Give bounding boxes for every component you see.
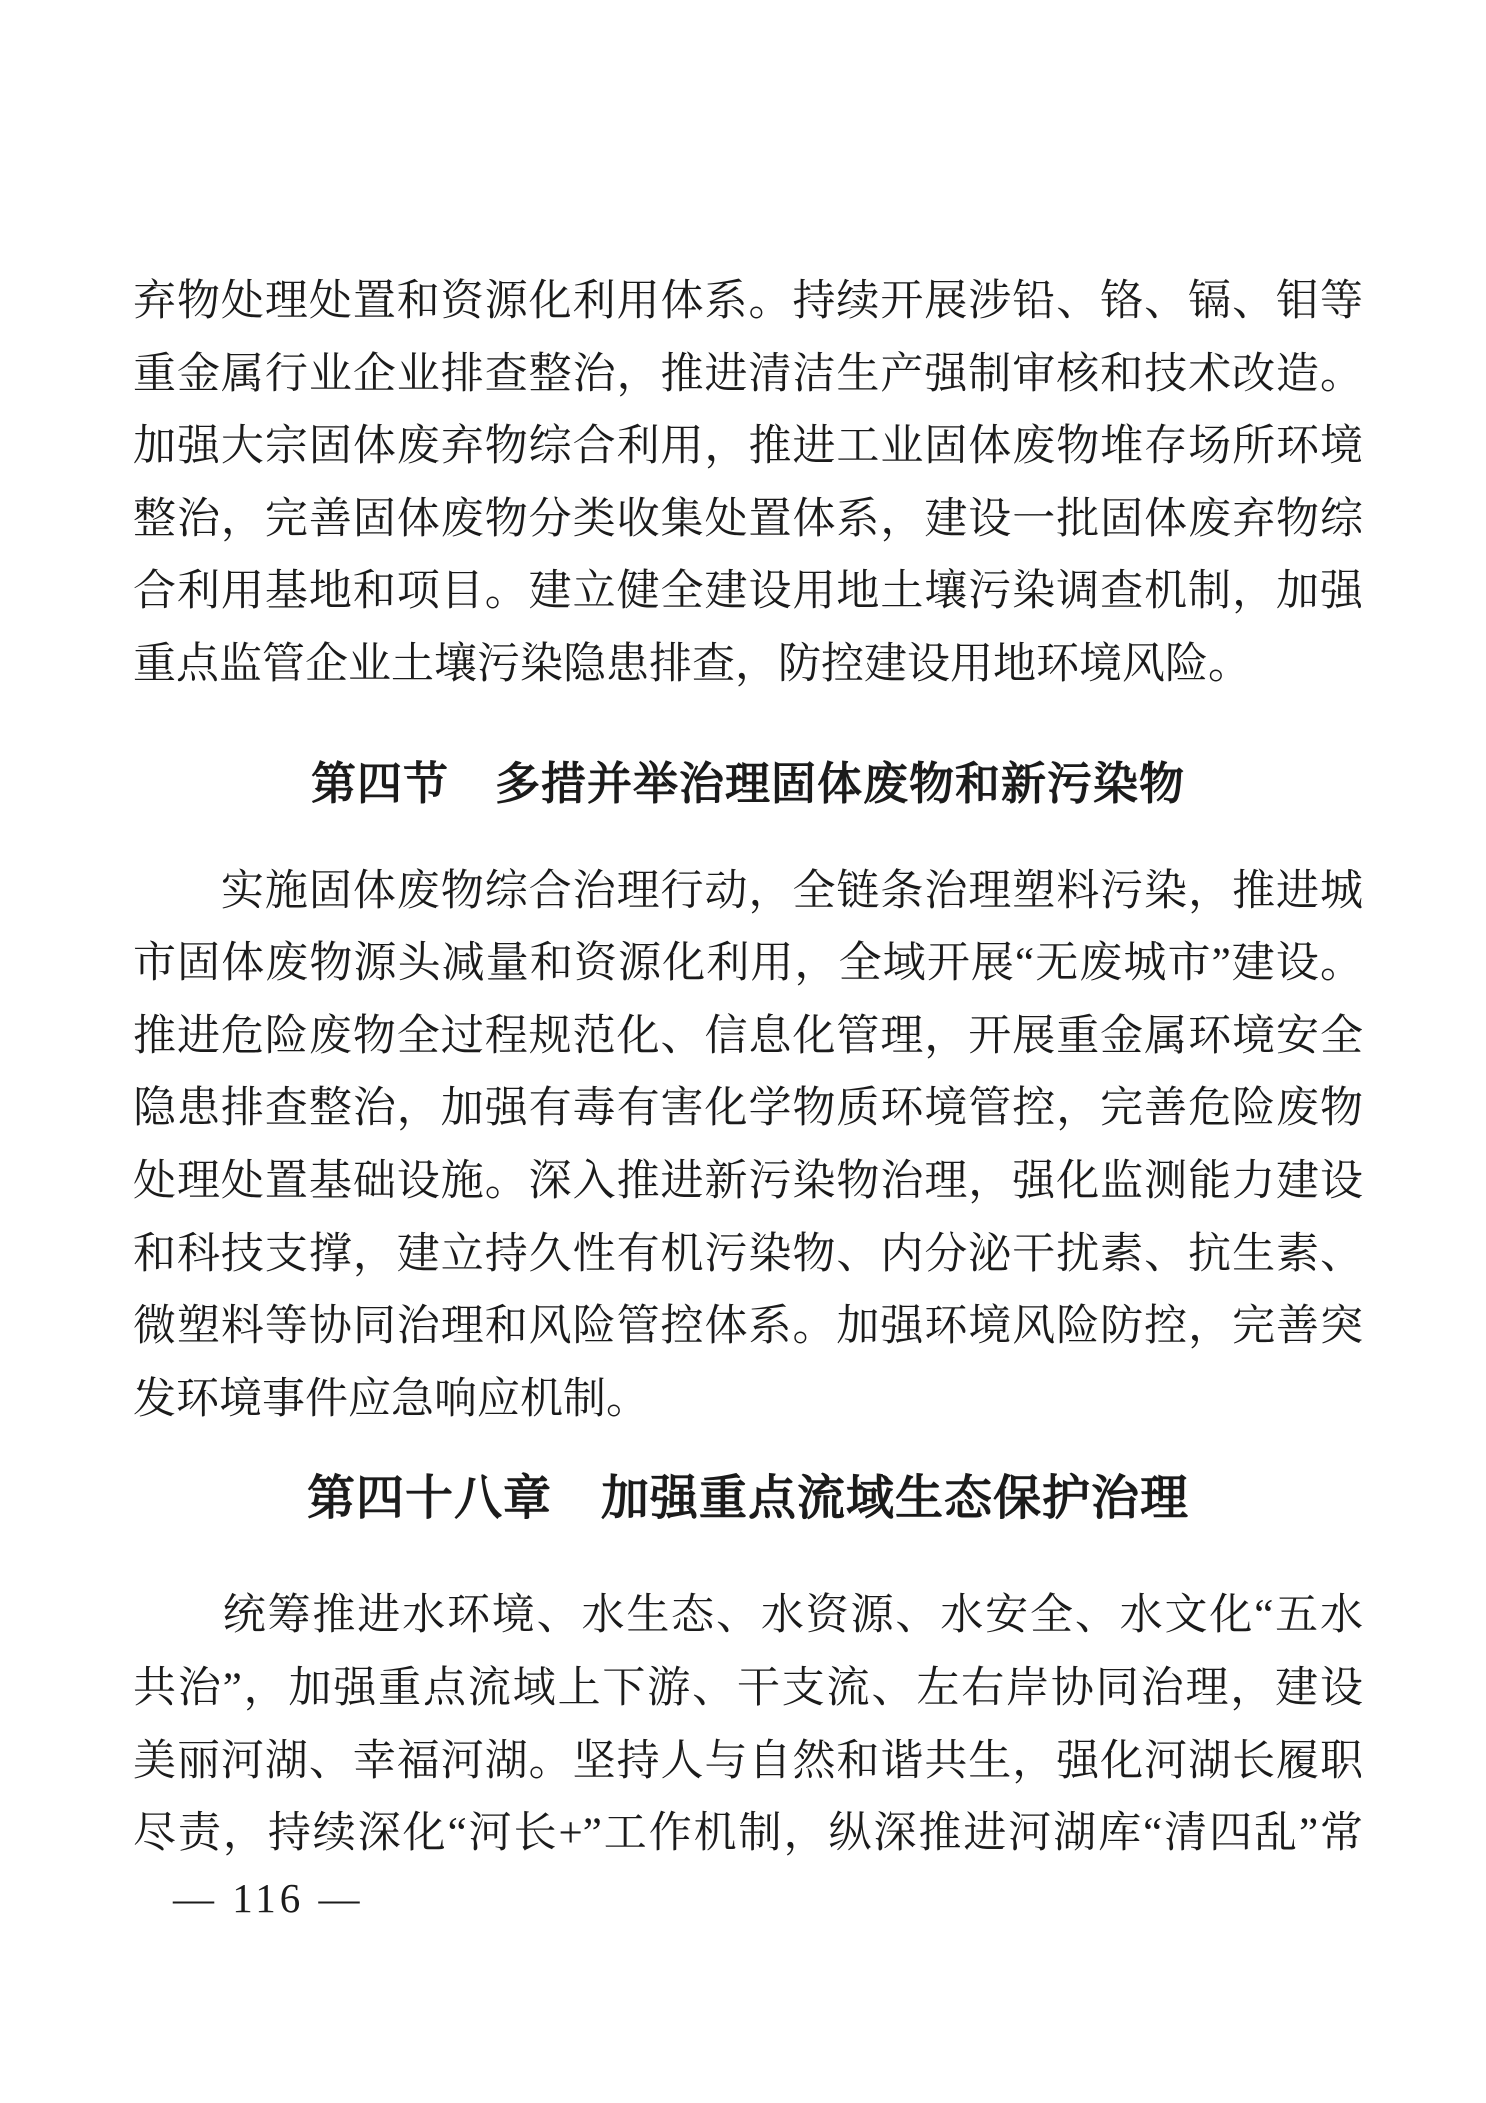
text-line: 统筹推进水环境、水生态、水资源、水安全、水文化“五水 [133,1592,1363,1640]
text-line: 合利用基地和项目。建立健全建设用地土壤污染调查机制，加强 [133,568,1363,616]
text-line: 整治，完善固体废物分类收集处置体系，建设一批固体废弃物综 [133,495,1363,543]
text-line: 和科技支撑，建立持久性有机污染物、内分泌干扰素、抗生素、 [133,1230,1363,1278]
text-line: 美丽河湖、幸福河湖。坚持人与自然和谐共生，强化河湖长履职 [133,1737,1363,1785]
text-line: 市固体废物源头减量和资源化利用，全域开展“无废城市”建设。 [133,940,1363,988]
paragraph-river-basin [133,1580,1363,1870]
text-line: 加强大宗固体废弃物综合利用，推进工业固体废物堆存场所环境 [133,423,1363,471]
text-line: 共治”，加强重点流域上下游、干支流、左右岸协同治理，建设 [133,1664,1363,1712]
paragraph-continued-from-previous-page [133,266,1363,702]
text-line: 隐患排查整治，加强有毒有害化学物质环境管控，完善危险废物 [133,1085,1363,1133]
chapter-heading: 第四十八章 加强重点流域生态保护治理 [306,1472,1189,1526]
text-line: 重点监管企业土壤污染隐患排查，防控建设用地环境风险。 [133,640,1251,688]
text-line: 处理处置基础设施。深入推进新污染物治理，强化监测能力建设 [133,1157,1363,1205]
text-line: 微塑料等协同治理和风险管控体系。加强环境风险防控，完善突 [133,1303,1363,1351]
text-line: 尽责，持续深化“河长+”工作机制，纵深推进河湖库“清四乱”常 [133,1810,1363,1858]
section-heading: 第四节 多措并举治理固体废物和新污染物 [310,758,1185,809]
text-line: 发环境事件应急响应机制。 [133,1375,649,1423]
text-line: 重金属行业企业排查整治，推进清洁生产强制审核和技术改造。 [133,350,1363,398]
page-number: — 116 — [173,1875,364,1921]
text-line: 推进危险废物全过程规范化、信息化管理，开展重金属环境安全 [133,1012,1363,1060]
text-line: 弃物处理处置和资源化利用体系。持续开展涉铅、铬、镉、钼等 [133,278,1363,325]
paragraph-solid-waste [133,856,1363,1437]
text-line: 实施固体废物综合治理行动，全链条治理塑料污染，推进城 [133,867,1363,915]
